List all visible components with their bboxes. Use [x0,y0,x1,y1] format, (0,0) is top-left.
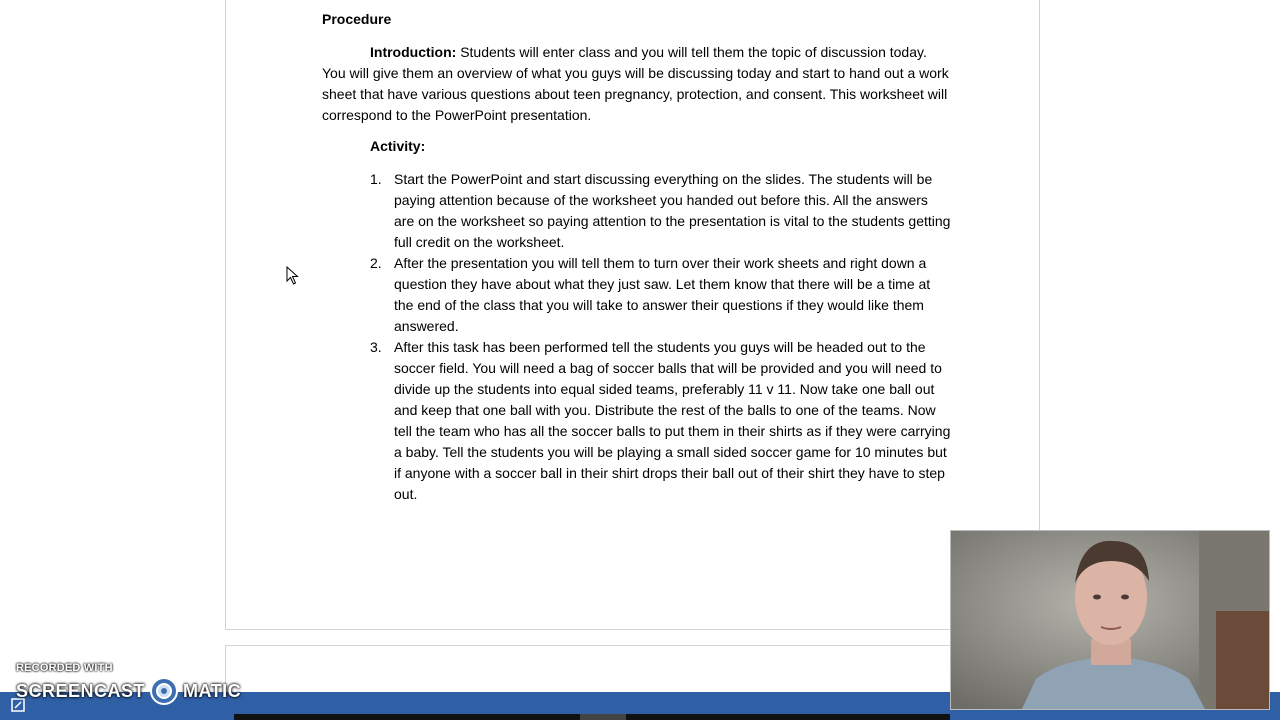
watermark-brand-left: SCREENCAST [16,680,146,701]
watermark-brand [16,676,241,706]
steps-list [322,169,952,505]
document-page[interactable] [225,0,1040,630]
activity-label: Activity: [370,138,426,154]
screencast-o-matic-logo-icon [149,676,179,706]
watermark-brand-right: MATIC [183,680,242,701]
list-number: 2. [370,255,382,271]
list-item-text: After the presentation you will tell them to turn over their work sheets and right down a question they have about what they just saw. Let them know that there will be a time at the end of the class that you will take to answer their questions if they would like them answered. [394,255,931,334]
intro-text: Students will enter class and you will tell them the topic of discussion today. You will give them an overview of what you guys will be discussing today and start to hand out a work sheet that have various questions about teen pregnancy, protection, and consent. This worksheet will correspond to the PowerPoint presentation. [322,44,949,123]
list-item [322,337,952,505]
taskbar-active-item[interactable] [580,714,626,720]
list-number: 3. [370,339,382,355]
watermark-caption: RECORDED WITH [16,662,113,674]
document-content [322,9,952,505]
list-item [322,169,952,253]
list-item [322,253,952,337]
list-item-text: After this task has been performed tell the students you guys will be headed out to the soccer field. You will need a bag of soccer balls that will be provided and you will need to divide up the students into equal sided teams, preferably 11 v 11. Now take one ball out and keep that one ball with you. Distribute the rest of the balls to one of the teams. Now tell the team who has all the soccer balls to put them in their shirts as if they were carrying a baby. Tell the students you will be playing a small sided soccer game for 10 minutes but if anyone with a soccer ball in their shirt drops their ball out of their shirt they have to step out. [394,339,951,502]
section-heading: Procedure [322,11,392,27]
mouse-cursor-icon [286,266,300,286]
webcam-feed [951,531,1270,710]
webcam-overlay [950,530,1270,710]
intro-label: Introduction: [370,44,457,60]
intro-paragraph [322,42,952,126]
list-number: 1. [370,171,382,187]
list-item-text: Start the PowerPoint and start discussing everything on the slides. The students will be paying attention because of the worksheet you handed out before this. All the answers are on the worksheet so paying attention to the presentation is vital to the students getting full credit on the worksheet. [394,171,951,250]
recording-watermark [16,662,241,706]
